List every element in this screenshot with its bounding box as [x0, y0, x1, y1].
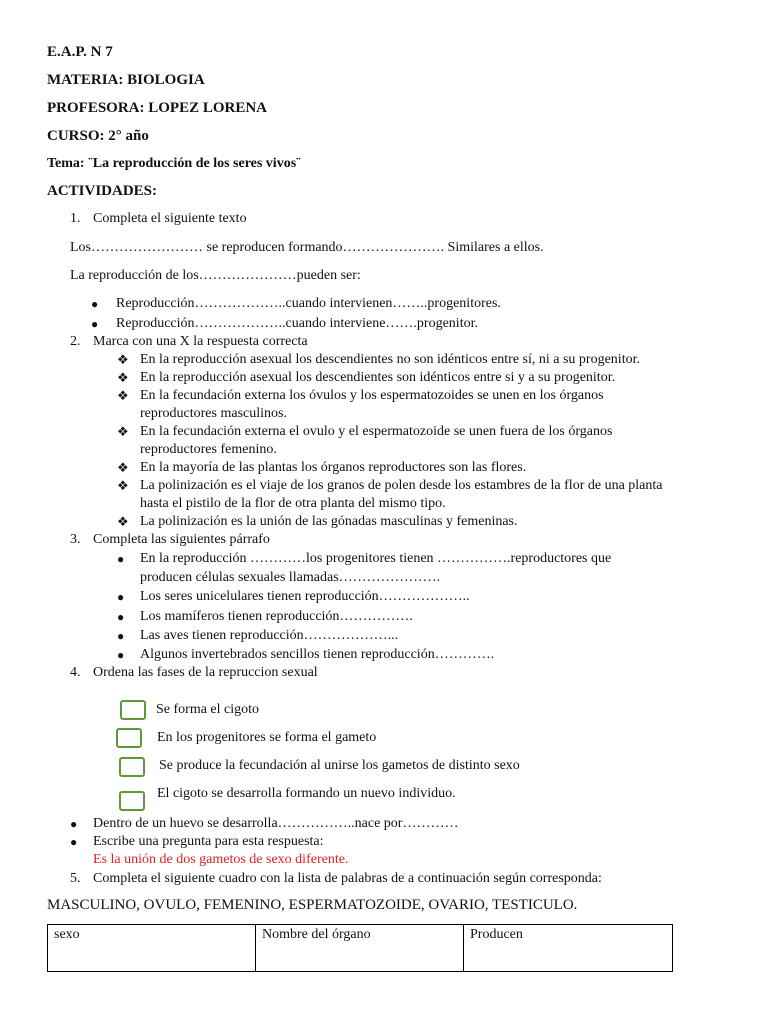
diamond-bullet-icon: ❖ [117, 514, 129, 529]
q3-item-4: Las aves tienen reproducción………………... [140, 628, 399, 643]
course-line: CURSO: 2° año [47, 128, 149, 144]
answer-text: Es la unión de dos gametos de sexo diferente. [93, 852, 349, 867]
diamond-bullet-icon: ❖ [117, 460, 129, 475]
q3-item-5: Algunos invertebrados sencillos tienen reproducción…………. [140, 647, 495, 662]
bullet-icon: ● [70, 817, 78, 831]
table-header-producen[interactable]: Producen [464, 925, 673, 972]
q3-title: Completa las siguientes párrafo [93, 532, 270, 547]
bullet-icon: ● [117, 610, 125, 624]
order-checkbox-1[interactable] [120, 700, 146, 720]
subject-line: MATERIA: BIOLOGIA [47, 72, 205, 88]
q5-title: Completa el siguiente cuadro con la lista de palabras de a continuación según corresponda: [93, 871, 602, 886]
diamond-bullet-icon: ❖ [117, 352, 129, 367]
q3-item-1-line-1: En la reproducción …………los progenitores tienen …………….reproductores que [140, 551, 612, 566]
q1-sentence-2: La reproducción de los…………………pueden ser: [70, 268, 361, 283]
bullet-icon: ● [117, 590, 125, 604]
order-step-1: Se forma el cigoto [156, 702, 260, 717]
order-step-4: El cigoto se desarrolla formando un nuevo individuo. [157, 786, 456, 801]
q2-item-4-line-2: reproductores femenino. [140, 442, 277, 457]
diamond-bullet-icon: ❖ [117, 388, 129, 403]
activities-heading: ACTIVIDADES: [47, 183, 158, 199]
q5-number: 5. [70, 871, 81, 886]
q1-bullet-2: Reproducción………………..cuando interviene…….progenitor. [116, 316, 478, 331]
bullet-icon: ● [91, 297, 99, 311]
q4-number: 4. [70, 665, 81, 680]
q3-item-1-line-2: producen células sexuales llamadas…………………. [140, 570, 441, 585]
order-step-3: Se produce la fecundación al unirse los gametos de distinto sexo [159, 758, 520, 773]
q3-item-3: Los mamíferos tienen reproducción……………. [140, 609, 413, 624]
bullet-icon: ● [117, 552, 125, 566]
q2-item-3-line-2: reproductores masculinos. [140, 406, 287, 421]
q2-title: Marca con una X la respuesta correcta [93, 334, 308, 349]
q2-item-2: En la reproducción asexual los descendientes son idénticos entre si y a su progenitor. [140, 370, 616, 385]
topic-line: Tema: ¨La reproducción de los seres vivos¨ [47, 156, 301, 171]
school-name: E.A.P. N 7 [47, 44, 113, 60]
word-list: MASCULINO, OVULO, FEMENINO, ESPERMATOZOIDE, OVARIO, TESTICULO. [47, 897, 578, 913]
q2-item-6-line-1: La polinización es el viaje de los granos de polen desde los estambres de la flor de una planta [140, 478, 663, 493]
q2-item-3-line-1: En la fecundación externa los óvulos y los espermatozoides se unen en los órganos [140, 388, 604, 403]
order-checkbox-3[interactable] [119, 757, 145, 777]
organ-table [47, 924, 673, 972]
diamond-bullet-icon: ❖ [117, 370, 129, 385]
table-header-organo[interactable]: Nombre del órgano [256, 925, 464, 972]
q4-title: Ordena las fases de la repruccion sexual [93, 665, 318, 680]
bullet-icon: ● [117, 629, 125, 643]
bullet-icon: ● [70, 835, 78, 849]
table-header-sexo[interactable]: sexo [48, 925, 256, 972]
order-checkbox-2[interactable] [116, 728, 142, 748]
diamond-bullet-icon: ❖ [117, 478, 129, 493]
order-checkbox-4[interactable] [119, 791, 145, 811]
q3-number: 3. [70, 532, 81, 547]
q2-item-4-line-1: En la fecundación externa el ovulo y el espermatozoide se unen fuera de los órganos [140, 424, 613, 439]
q4-extra-1: Dentro de un huevo se desarrolla……………..nace por………… [93, 816, 459, 831]
q1-title: Completa el siguiente texto [93, 211, 247, 226]
q4-extra-2: Escribe una pregunta para esta respuesta: [93, 834, 324, 849]
bullet-icon: ● [91, 317, 99, 331]
q2-item-5: En la mayoría de las plantas los órganos reproductores son las flores. [140, 460, 527, 475]
q3-item-2: Los seres unicelulares tienen reproducción……………….. [140, 589, 470, 604]
diamond-bullet-icon: ❖ [117, 424, 129, 439]
order-step-2: En los progenitores se forma el gameto [157, 730, 377, 745]
table-row [48, 925, 673, 972]
q2-item-6-line-2: hasta el pistilo de la flor de otra planta del mismo tipo. [140, 496, 446, 511]
q2-number: 2. [70, 334, 81, 349]
q2-item-1: En la reproducción asexual los descendientes no son idénticos entre sí, ni a su progenitor. [140, 352, 640, 367]
teacher-line: PROFESORA: LOPEZ LORENA [47, 100, 268, 116]
bullet-icon: ● [117, 648, 125, 662]
q2-item-7: La polinización es la unión de las gónadas masculinas y femeninas. [140, 514, 518, 529]
q1-sentence-1: Los…………………… se reproducen formando…………………. Similares a ellos. [70, 240, 544, 255]
q1-number: 1. [70, 211, 81, 226]
q1-bullet-1: Reproducción………………..cuando intervienen……..progenitores. [116, 296, 501, 311]
